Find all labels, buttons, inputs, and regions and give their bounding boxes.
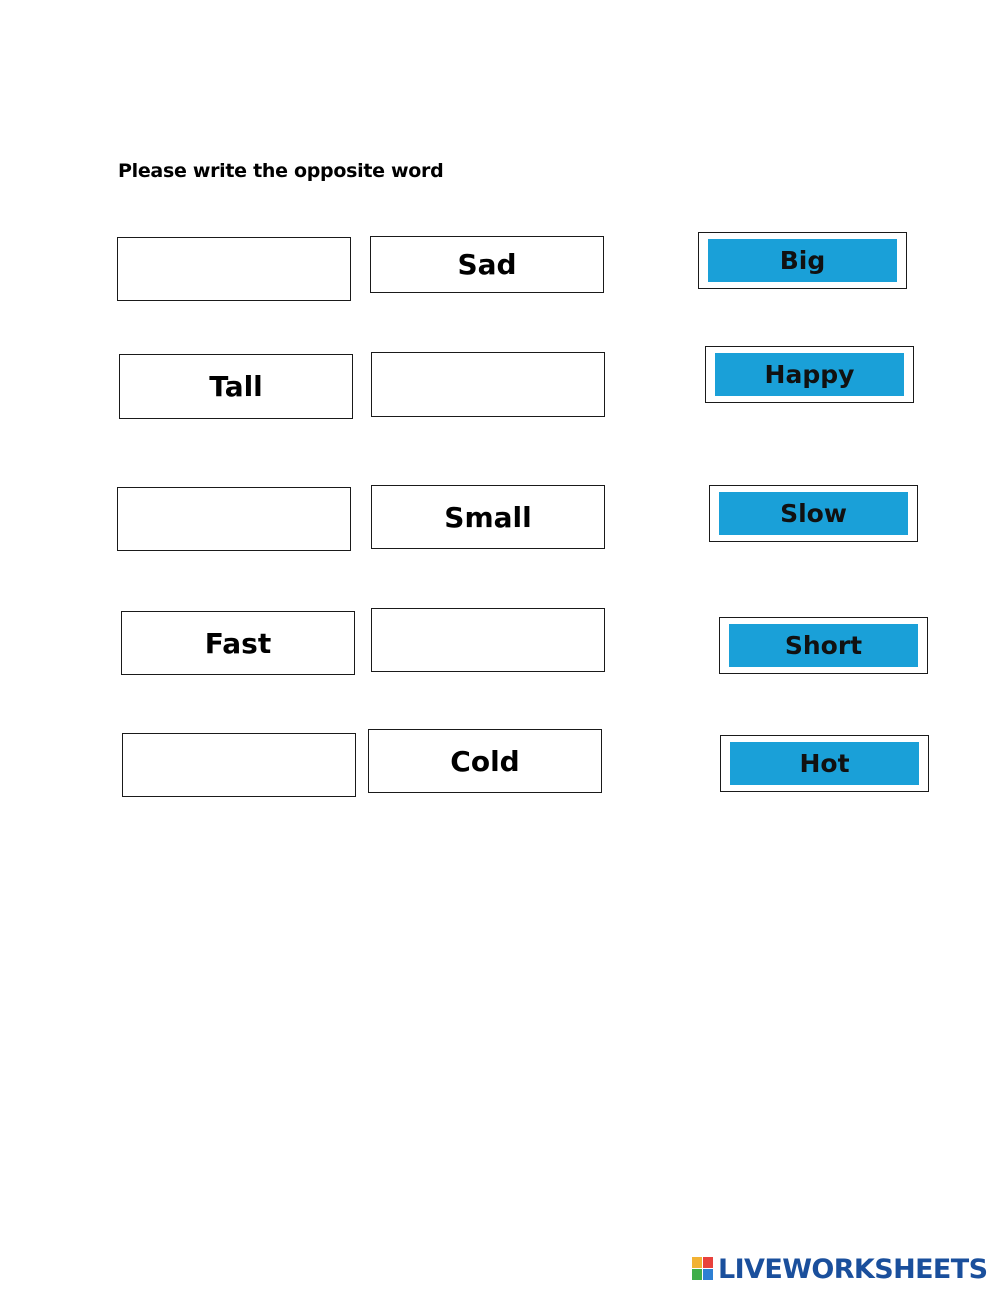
answer-input-row2[interactable] (372, 352, 604, 417)
word-card-slow[interactable] (709, 485, 918, 542)
answer-input-row5[interactable] (123, 733, 355, 797)
answer-box-row5-left[interactable] (122, 733, 356, 797)
word-card-happy[interactable] (705, 346, 914, 403)
answer-box-row1-left[interactable] (117, 237, 351, 301)
word-box-row5-right: Cold (368, 729, 602, 793)
logo-text: LIVEWORKSHEETS (718, 1253, 988, 1285)
answer-input-row3[interactable] (118, 487, 350, 551)
word-box-row3-right: Small (371, 485, 605, 549)
word-card-hot[interactable] (720, 735, 929, 792)
word-card-label: Hot (730, 742, 919, 785)
word-card-label: Short (729, 624, 918, 667)
liveworksheets-logo-icon (692, 1257, 714, 1281)
word-box-row4-left: Fast (121, 611, 355, 675)
word-card-short[interactable] (719, 617, 928, 674)
liveworksheets-logo[interactable] (692, 1255, 987, 1283)
answer-input-row4[interactable] (372, 608, 604, 672)
word-card-label: Happy (715, 353, 904, 396)
word-box-row2-left: Tall (119, 354, 353, 419)
instruction-text: Please write the opposite word (118, 160, 444, 182)
word-card-big[interactable] (698, 232, 907, 289)
answer-box-row2-right[interactable] (371, 352, 605, 417)
word-box-row1-right: Sad (370, 236, 604, 293)
answer-box-row3-left[interactable] (117, 487, 351, 551)
answer-input-row1[interactable] (118, 237, 350, 301)
word-card-label: Big (708, 239, 897, 282)
answer-box-row4-right[interactable] (371, 608, 605, 672)
word-card-label: Slow (719, 492, 908, 535)
